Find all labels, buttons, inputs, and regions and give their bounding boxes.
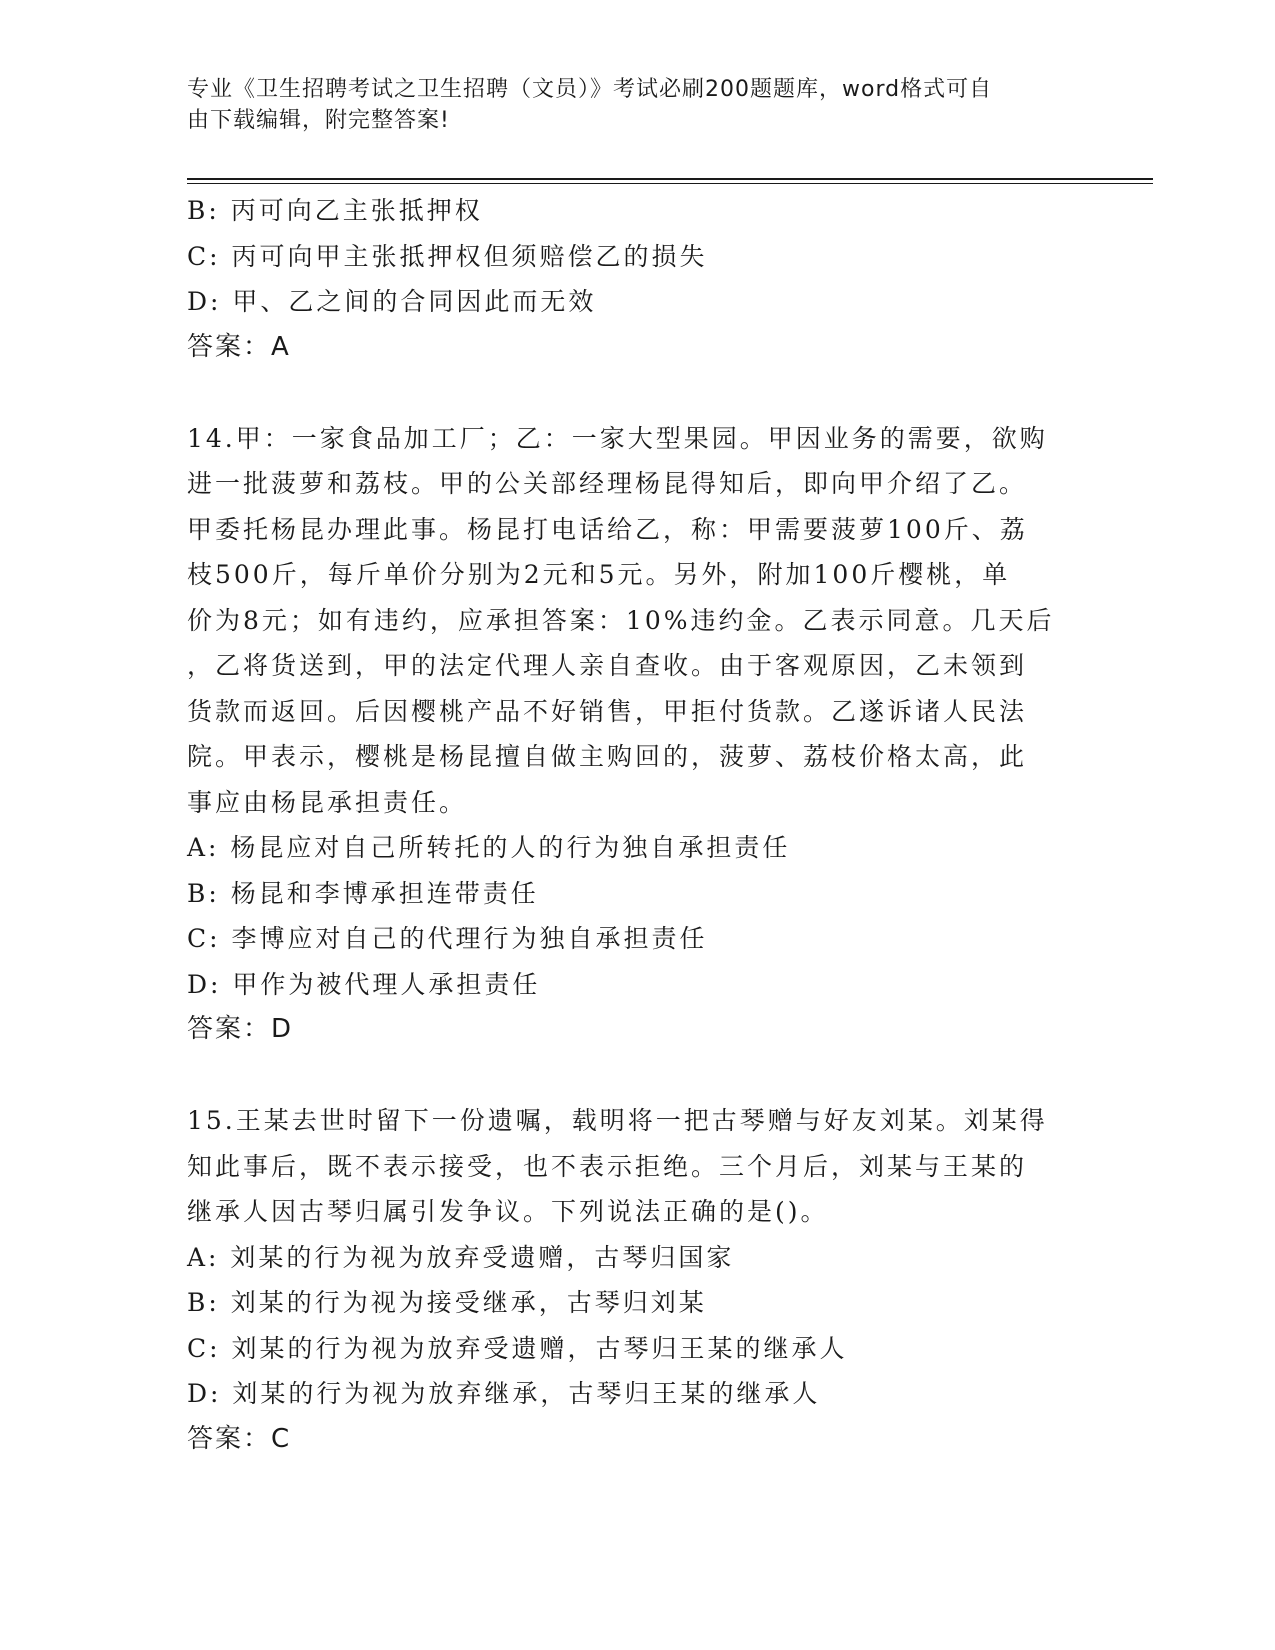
- question-text-line: 知此事后，既不表示接受，也不表示拒绝。三个月后，刘某与王某的: [187, 1151, 1028, 1181]
- spacer: [187, 370, 1077, 416]
- option-c: C: 刘某的行为视为放弃受遗赠，古琴归王某的继承人: [187, 1333, 848, 1363]
- answer-label: 答案：D: [187, 1014, 294, 1044]
- question-text-line: 事应由杨昆承担责任。: [187, 787, 468, 817]
- option-b: B: 丙可向乙主张抵押权: [187, 196, 483, 225]
- answer-label: 答案：C: [187, 1423, 292, 1454]
- option-a: A: 刘某的行为视为放弃受遗赠，古琴归国家: [187, 1242, 735, 1272]
- spacer: [187, 1053, 1077, 1099]
- answer-label: 答案：A: [187, 331, 291, 362]
- document-body: [187, 188, 1077, 1462]
- question-text-line: 继承人因古琴归属引发争议。下列说法正确的是()。: [187, 1197, 829, 1226]
- question-text-line: 14.甲：一家食品加工厂；乙：一家大型果园。甲因业务的需要，欲购: [187, 423, 1048, 453]
- option-b: B: 杨昆和李博承担连带责任: [187, 878, 539, 908]
- question-14: [187, 416, 1077, 1053]
- question-text-line: 价为8元；如有违约，应承担答案：10%违约金。乙表示同意。几天后: [187, 605, 1055, 635]
- option-d: D: 甲作为被代理人承担责任: [187, 969, 541, 999]
- option-c: C: 李博应对自己的代理行为独自承担责任: [187, 924, 708, 953]
- question-text-line: 院。甲表示，樱桃是杨昆擅自做主购回的，菠萝、荔枝价格太高，此: [187, 742, 1028, 771]
- question-text-line: 甲委托杨昆办理此事。杨昆打电话给乙，称：甲需要菠萝100斤、荔: [187, 514, 1028, 544]
- question-13: [187, 188, 1077, 370]
- option-d: D: 甲、乙之间的合同因此而无效: [187, 287, 597, 316]
- question-text-line: 15.王某去世时留下一份遗嘱，载明将一把古琴赠与好友刘某。刘某得: [187, 1106, 1048, 1135]
- header-line-1: 专业《卫生招聘考试之卫生招聘（文员）》考试必刷200题题库，word格式可自: [187, 77, 993, 102]
- header-divider-thin: [187, 183, 1153, 184]
- document-header: [187, 74, 1067, 136]
- header-divider-thick: [187, 178, 1153, 180]
- option-b: B: 刘某的行为视为接受继承，古琴归刘某: [187, 1288, 707, 1317]
- option-d: D: 刘某的行为视为放弃继承，古琴归王某的继承人: [187, 1379, 821, 1408]
- question-15: [187, 1098, 1077, 1462]
- header-line-2: 由下载编辑，附完整答案!: [187, 108, 450, 133]
- question-text-line: ，乙将货送到，甲的法定代理人亲自查收。由于客观原因，乙未领到: [187, 651, 1028, 680]
- option-c: C: 丙可向甲主张抵押权但须赔偿乙的损失: [187, 241, 708, 271]
- question-text-line: 枝500斤，每斤单价分别为2元和5元。另外，附加100斤樱桃，单: [187, 560, 1011, 589]
- question-text-line: 进一批菠萝和荔枝。甲的公关部经理杨昆得知后，即向甲介绍了乙。: [187, 469, 1028, 498]
- question-text-line: 货款而返回。后因樱桃产品不好销售，甲拒付货款。乙遂诉诸人民法: [187, 696, 1028, 726]
- option-a: A: 杨昆应对自己所转托的人的行为独自承担责任: [187, 833, 791, 862]
